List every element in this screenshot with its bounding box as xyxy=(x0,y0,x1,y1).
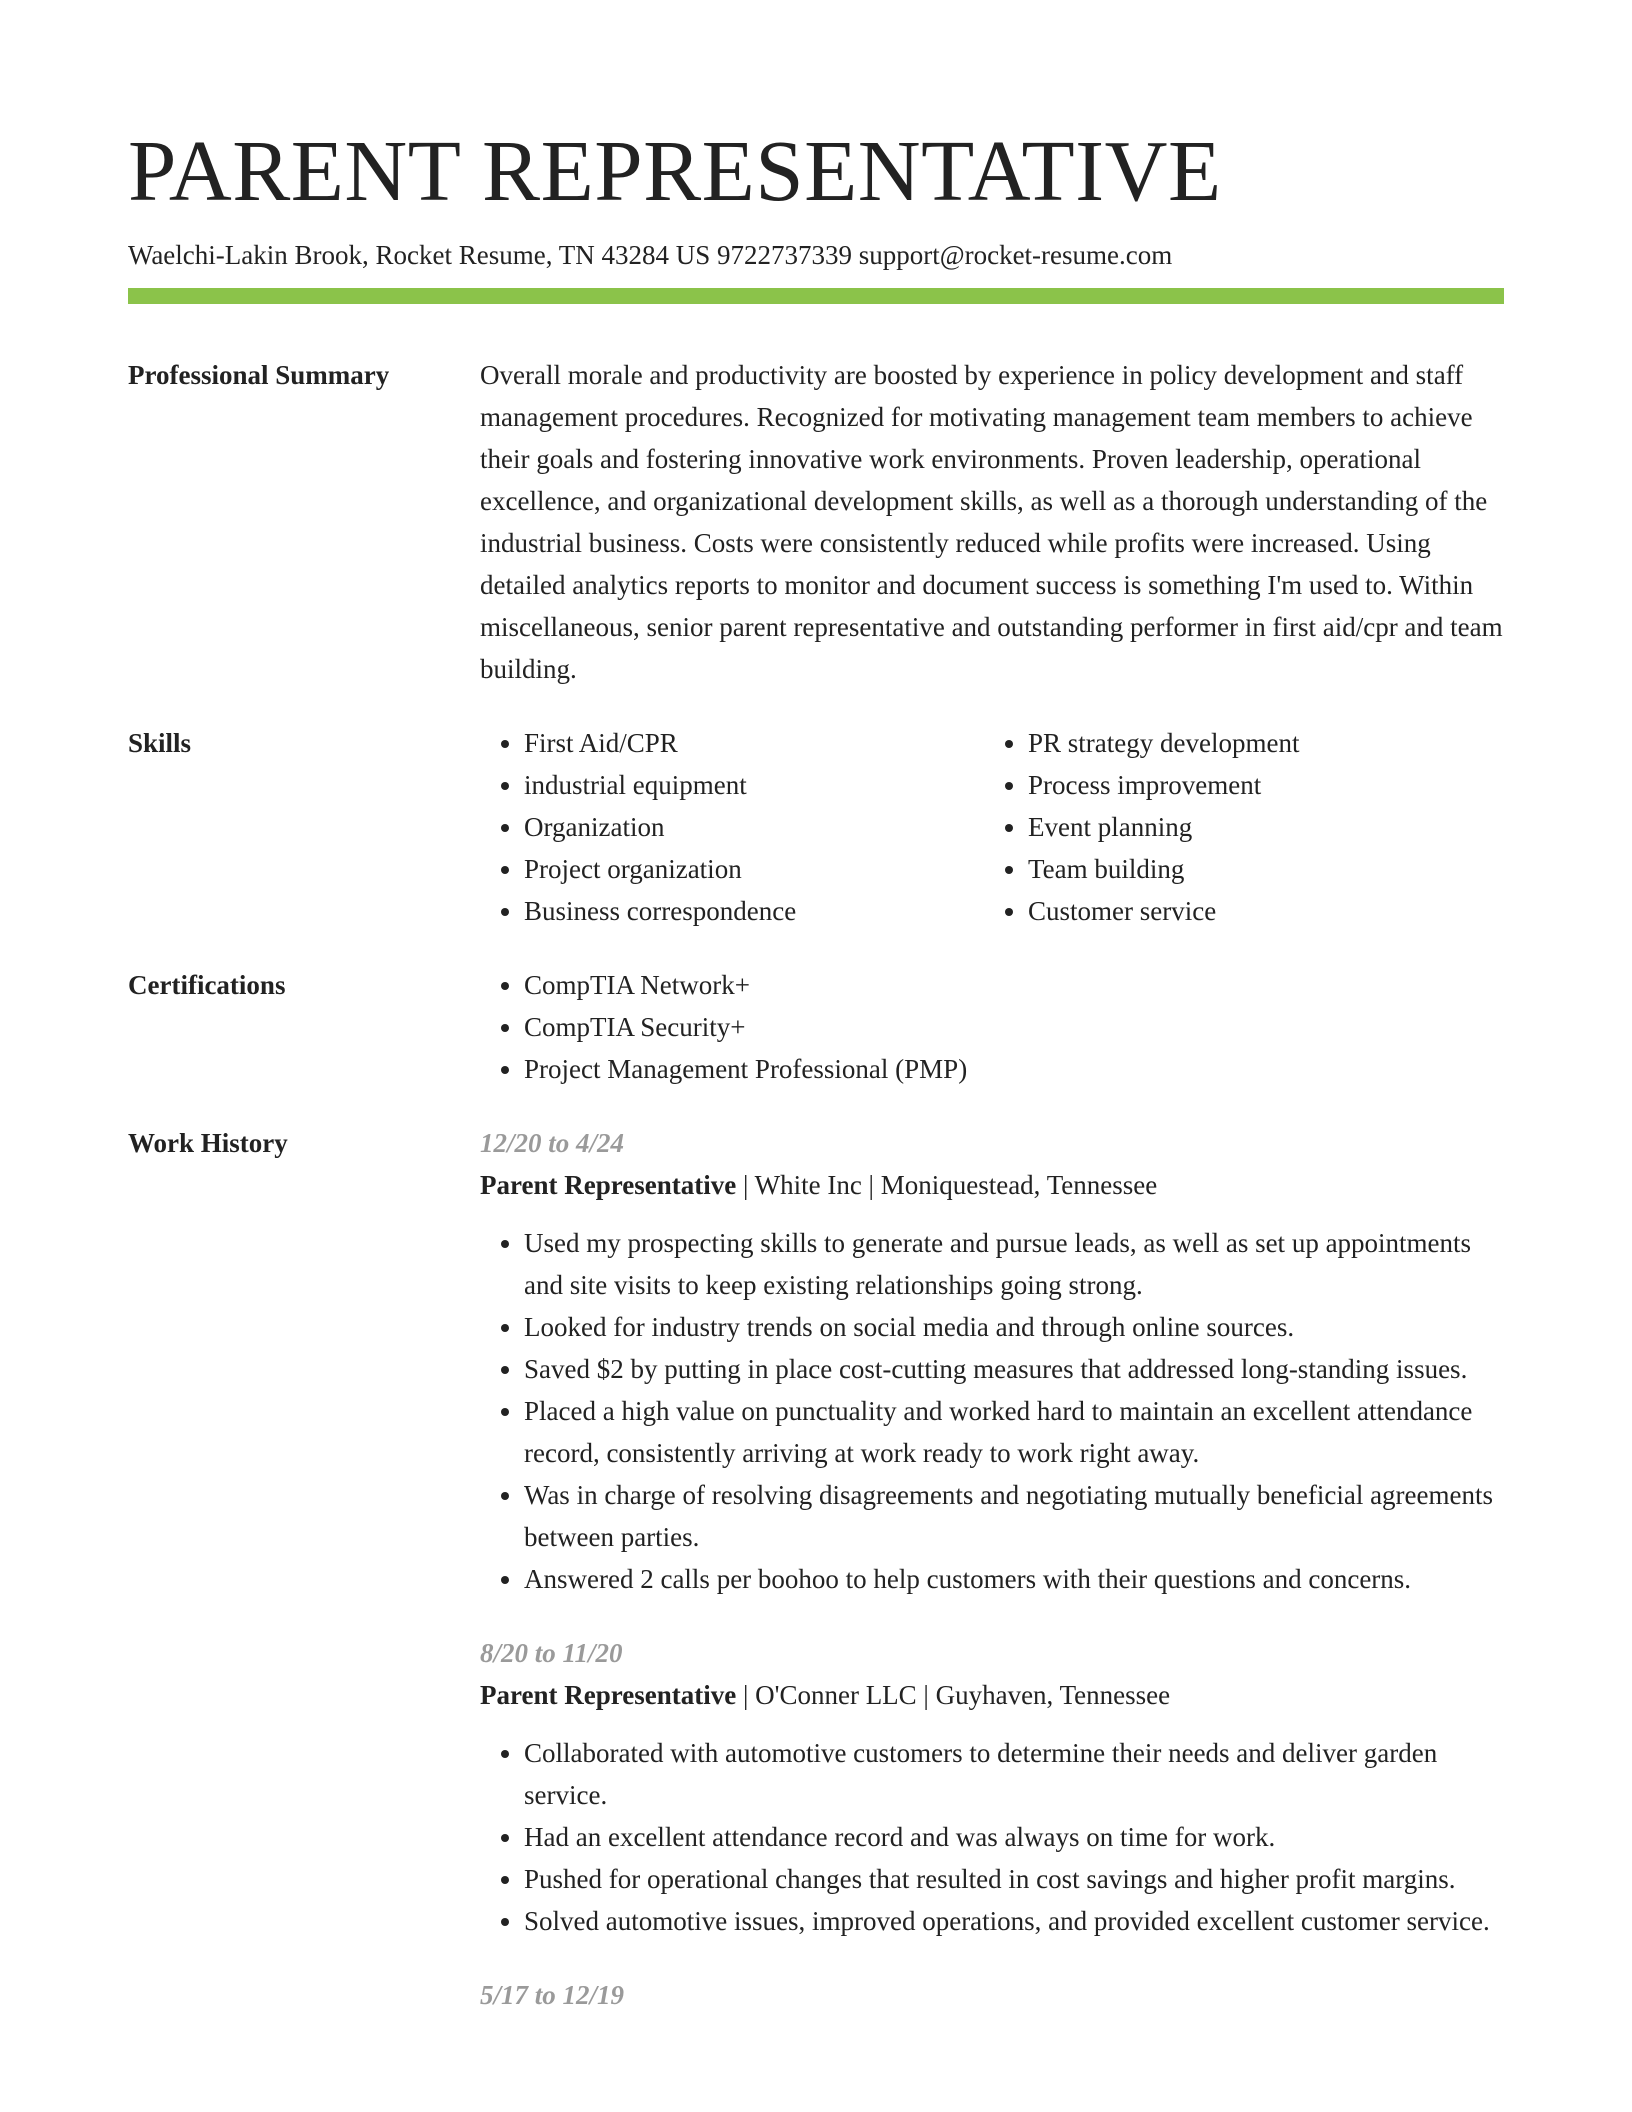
job-dates: 8/20 to 11/20 xyxy=(480,1638,623,1668)
section-heading-skills: Skills xyxy=(128,728,192,758)
job-dates: 12/20 to 4/24 xyxy=(480,1128,625,1158)
skill-item: • Project organization xyxy=(524,848,984,890)
section-heading-work-history: Work History xyxy=(128,1128,288,1158)
job-duty: • Had an excellent attendance record and was always on time for work. xyxy=(524,1816,1504,1858)
job-heading xyxy=(480,1164,1504,1206)
skill-item: • First Aid/CPR xyxy=(524,722,984,764)
accent-divider xyxy=(128,288,1504,304)
job-duty: • Answered 2 calls per boohoo to help customers with their questions and concerns. xyxy=(524,1558,1504,1600)
certification-item: • CompTIA Network+ xyxy=(524,964,1504,1006)
job-employer-location: | White Inc | Moniquestead, Tennessee xyxy=(736,1170,1158,1200)
skill-item: • Process improvement xyxy=(1028,764,1488,806)
section-heading-certifications: Certifications xyxy=(128,970,286,1000)
job-employer-location: | O'Conner LLC | Guyhaven, Tennessee xyxy=(736,1680,1171,1710)
job-title: Parent Representative xyxy=(480,1170,737,1200)
resume-name: PARENT REPRESENTATIVE xyxy=(128,122,1222,219)
job-duty: • Placed a high value on punctuality and worked hard to maintain an excellent attendance record, consistently arriving at work ready to work right away. xyxy=(524,1390,1504,1474)
skill-item: • PR strategy development xyxy=(1028,722,1488,764)
job-duty: • Saved $2 by putting in place cost-cutting measures that addressed long-standing issues. xyxy=(524,1348,1504,1390)
section-heading-summary: Professional Summary xyxy=(128,360,390,390)
skill-item: • industrial equipment xyxy=(524,764,984,806)
certifications-section xyxy=(128,964,1504,1090)
skill-item: • Customer service xyxy=(1028,890,1488,932)
certification-item: • Project Management Professional (PMP) xyxy=(524,1048,1504,1090)
skill-item: • Team building xyxy=(1028,848,1488,890)
skill-item: • Organization xyxy=(524,806,984,848)
job-duty: • Used my prospecting skills to generate and pursue leads, as well as set up appointments and site visits to keep existing relationships going strong. xyxy=(524,1222,1504,1306)
job-entry xyxy=(480,1974,1504,2016)
skills-column-left xyxy=(480,722,984,932)
job-entry xyxy=(480,1122,1504,1600)
job-duty: • Was in charge of resolving disagreements and negotiating mutually beneficial agreements between parties. xyxy=(524,1474,1504,1558)
certification-item: • CompTIA Security+ xyxy=(524,1006,1504,1048)
job-entry xyxy=(480,1632,1504,1942)
skills-column-right xyxy=(984,722,1488,932)
job-duties xyxy=(480,1222,1504,1600)
job-title: Parent Representative xyxy=(480,1680,737,1710)
job-duties xyxy=(480,1732,1504,1942)
job-dates: 5/17 to 12/19 xyxy=(480,1980,625,2010)
skills-body xyxy=(480,722,1504,932)
job-heading xyxy=(480,1674,1504,1716)
skill-item: • Event planning xyxy=(1028,806,1488,848)
skill-item: • Business correspondence xyxy=(524,890,984,932)
job-duty: • Solved automotive issues, improved operations, and provided excellent customer service. xyxy=(524,1900,1504,1942)
resume-page xyxy=(128,0,1504,2016)
certifications-body xyxy=(480,964,1504,1090)
work-history-body xyxy=(480,1122,1504,2016)
contact-line: Waelchi-Lakin Brook, Rocket Resume, TN 43284 US 9722737339 support@rocket-resume.com xyxy=(128,240,1173,270)
skills-section xyxy=(128,722,1504,932)
summary-body xyxy=(480,354,1504,690)
job-duty: • Pushed for operational changes that resulted in cost savings and higher profit margins. xyxy=(524,1858,1504,1900)
job-duty: • Collaborated with automotive customers to determine their needs and deliver garden service. xyxy=(524,1732,1504,1816)
work-history-section xyxy=(128,1122,1504,2016)
summary-section xyxy=(128,354,1504,690)
summary-text: Overall morale and productivity are boosted by experience in policy development and staff management procedures. Recognized for motivating management team members to achieve their goals and fostering innovative work environments. Proven leadership, operational excellence, and organizational development skills, as well as a thorough understanding of the industrial business. Costs were consistently reduced while profits were increased. Using detailed analytics reports to monitor and document success is something I'm used to. Within miscellaneous, senior parent representative and outstanding performer in first aid/cpr and team building. xyxy=(480,360,1503,684)
job-duty: • Looked for industry trends on social media and through online sources. xyxy=(524,1306,1504,1348)
